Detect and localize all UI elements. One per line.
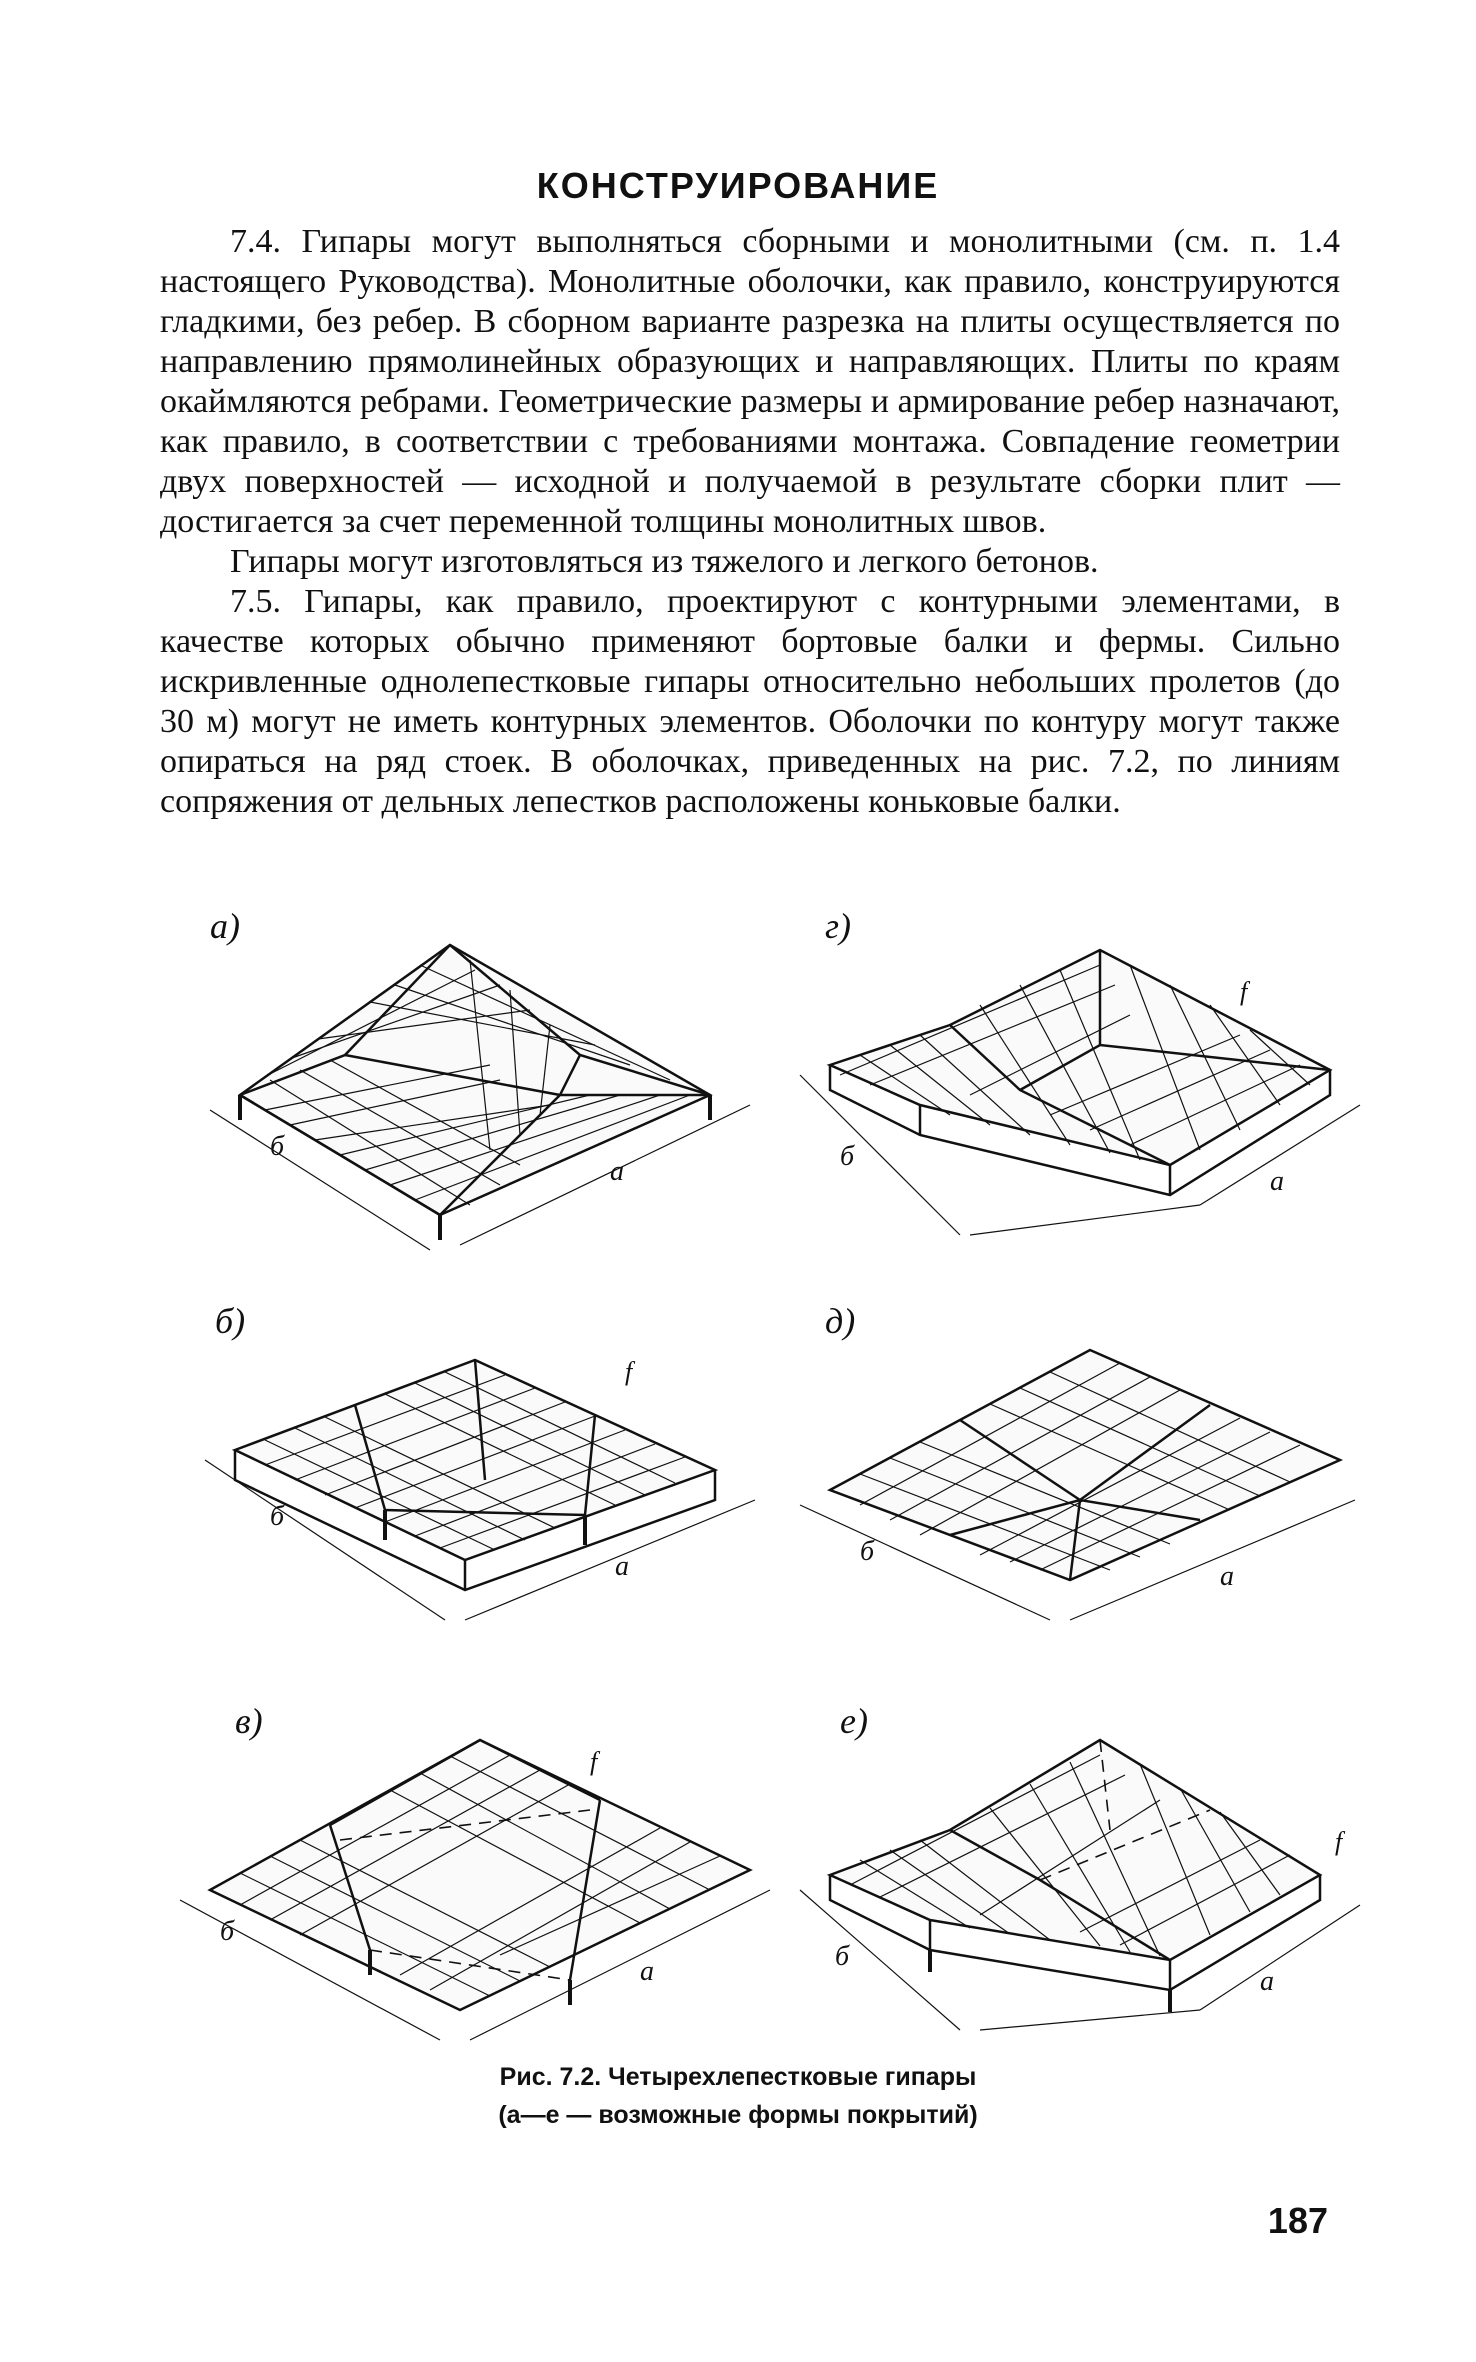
dim-a-label-d: а <box>1220 1561 1234 1592</box>
paragraph-7-5: 7.5. Гипары, как правило, проектируют с контурными элементами, в качестве которых обычно применяют бортовые балки и фермы. Сильно искривленные однолепестковые гипары относительно небольших пролетов (до 30 м) могут не иметь контурных элементов. Оболочки по контуру могут также опираться на ряд стоек. В оболочках, приведенных на рис. 7.2, по линиям сопряжения от дельных лепестков расположены коньковые балки. <box>160 583 1340 820</box>
dim-b-label-e: б <box>835 1941 850 1972</box>
section-title: КОНСТРУИРОВАНИЕ <box>536 165 940 206</box>
figure-caption <box>0 2058 1476 2134</box>
panel-label-b: б) <box>215 1301 246 1341</box>
hypar-drawing-d <box>780 1300 1370 1660</box>
paragraph-concrete: Гипары могут изготовляться из тяжелого и легкого бетонов. <box>230 543 1099 580</box>
caption-line-2: (а—е — возможные формы покрытий) <box>498 2101 978 2129</box>
hypar-drawing-a <box>170 905 780 1255</box>
hypar-drawing-b <box>185 1300 785 1650</box>
paragraph-7-4: 7.4. Гипары могут выполняться сборными и монолитными (см. п. 1.4 настоящего Руководства). Монолитные оболочки, как правило, конструируются гладкими, без ребер. В сборном варианте разрезка на плиты осуществляется по направлению прямолинейных образующих и направляющих. Плиты по краям окаймляются ребрами. Геометрические размеры и армирование ребер назначают, как правило, в соответствии с требованиями монтажа. Совпадение геометрии двух поверхностей — исходной и получаемой в результате сборки плит — достигается за счет переменной толщины монолитных швов. <box>160 223 1340 540</box>
figure-panel-g <box>770 905 1370 1275</box>
figure-panel-v <box>170 1700 780 2050</box>
hypar-drawing-g <box>770 905 1370 1275</box>
panel-label-g: г) <box>825 906 852 946</box>
dim-a-label-v: а <box>640 1956 654 1987</box>
body-text <box>160 222 1340 822</box>
dim-b-label-a: б <box>270 1131 285 1162</box>
dim-a-label-e: а <box>1260 1966 1274 1997</box>
dim-f-label-e: f <box>1335 1827 1343 1856</box>
dim-a-label-b: а <box>615 1551 629 1582</box>
dim-b-label-v: б <box>220 1916 235 1947</box>
dim-f-label-g: f <box>1240 977 1248 1006</box>
dim-a-label-g: а <box>1270 1166 1284 1197</box>
figure-panel-e <box>780 1700 1370 2060</box>
dim-f-label-b: f <box>625 1357 633 1386</box>
panel-label-d: д) <box>825 1301 856 1341</box>
panel-label-v: в) <box>235 1701 263 1741</box>
page-number: 187 <box>1267 2200 1328 2241</box>
dim-f-label-v: f <box>590 1747 598 1776</box>
panel-label-a: а) <box>210 906 240 946</box>
panel-label-e: е) <box>840 1701 868 1741</box>
hypar-drawing-v <box>170 1700 780 2050</box>
dim-b-label-b: б <box>270 1501 285 1532</box>
figure-panel-b <box>185 1300 785 1650</box>
dim-a-label-a: а <box>610 1156 624 1187</box>
hypar-drawing-e <box>780 1700 1370 2060</box>
dim-b-label-d: б <box>860 1536 875 1567</box>
figure-panel-d <box>780 1300 1370 1660</box>
dim-b-label-g: б <box>840 1141 855 1172</box>
figure-panel-a <box>170 905 780 1255</box>
caption-line-1: Рис. 7.2. Четырехлепестковые гипары <box>499 2063 977 2091</box>
